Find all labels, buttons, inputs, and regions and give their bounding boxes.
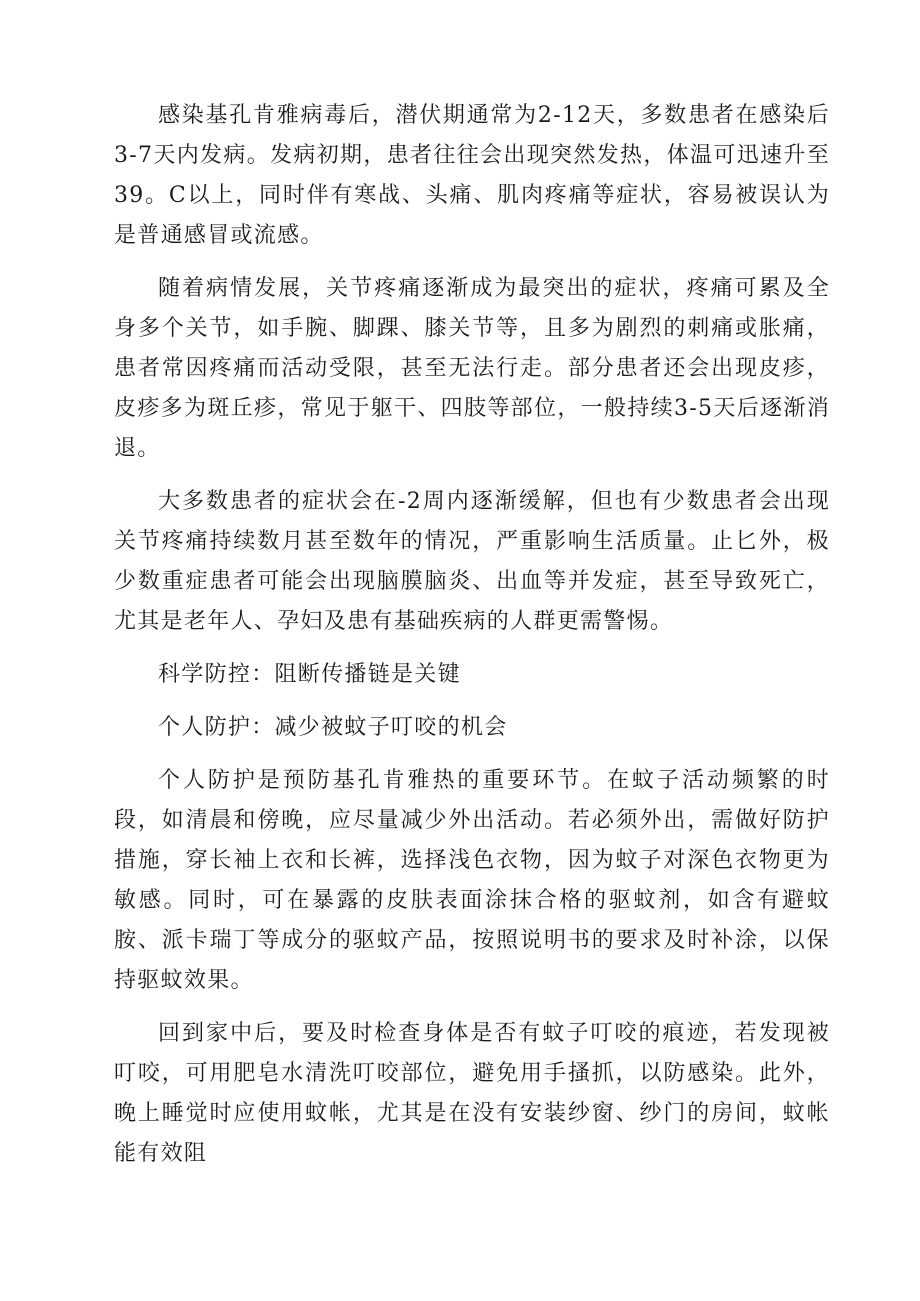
section-heading-prevention: 科学防控：阻断传播链是关键: [158, 662, 461, 687]
paragraph-recovery-complications: 大多数患者的症状会在-2周内逐渐缓解，但也有少数患者会出现关节疼痛持续数月甚至数年的情况，严重影响生活质量。止匕外，极少数重症患者可能会出现脑膜脑炎、出血等并发症，甚至导致死亡，尤其是老年人、孕妇及患有基础疾病的人群更需警惕。: [114, 489, 830, 634]
subsection-heading-personal-protection: 个人防护：减少被蚊子叮咬的机会: [158, 715, 508, 740]
paragraph-home-care: 回到家中后，要及时检查身体是否有蚊子叮咬的痕迹，若发现被叮咬，可用肥皂水清洗叮咬部位，避免用手搔抓，以防感染。此外，晚上睡觉时应使用蚊帐，尤其是在没有安装纱窗、纱门的房间，蚊帐能有效阻: [114, 1021, 830, 1166]
paragraph-personal-protection: 个人防护是预防基孔肯雅热的重要环节。在蚊子活动频繁的时段，如清晨和傍晚，应尽量减少外出活动。若必须外出，需做好防护措施，穿长袖上衣和长裤，选择浅色衣物，因为蚊子对深色衣物更为敏感。同时，可在暴露的皮肤表面涂抹合格的驱蚊剂，如含有避蚊胺、派卡瑞丁等成分的驱蚊产品，按照说明书的要求及时补涂，以保持驱蚊效果。: [114, 768, 830, 993]
paragraph-symptoms-onset: 感染基孔肯雅病毒后，潜伏期通常为2-12天，多数患者在感染后3-7天内发病。发病初期，患者往往会出现突然发热，体温可迅速升至39。C以上，同时伴有寒战、头痛、肌肉疼痛等症状，容易被误认为是普通感冒或流感。: [114, 103, 830, 248]
paragraph-joint-pain-rash: 随着病情发展，关节疼痛逐渐成为最突出的症状，疼痛可累及全身多个关节，如手腕、脚踝、膝关节等，且多为剧烈的刺痛或胀痛，患者常因疼痛而活动受限，甚至无法行走。部分患者还会出现皮疹，皮疹多为斑丘疹，常见于躯干、四肢等部位，一般持续3-5天后逐渐消退。: [114, 276, 830, 461]
document-page: [114, 96, 830, 1174]
